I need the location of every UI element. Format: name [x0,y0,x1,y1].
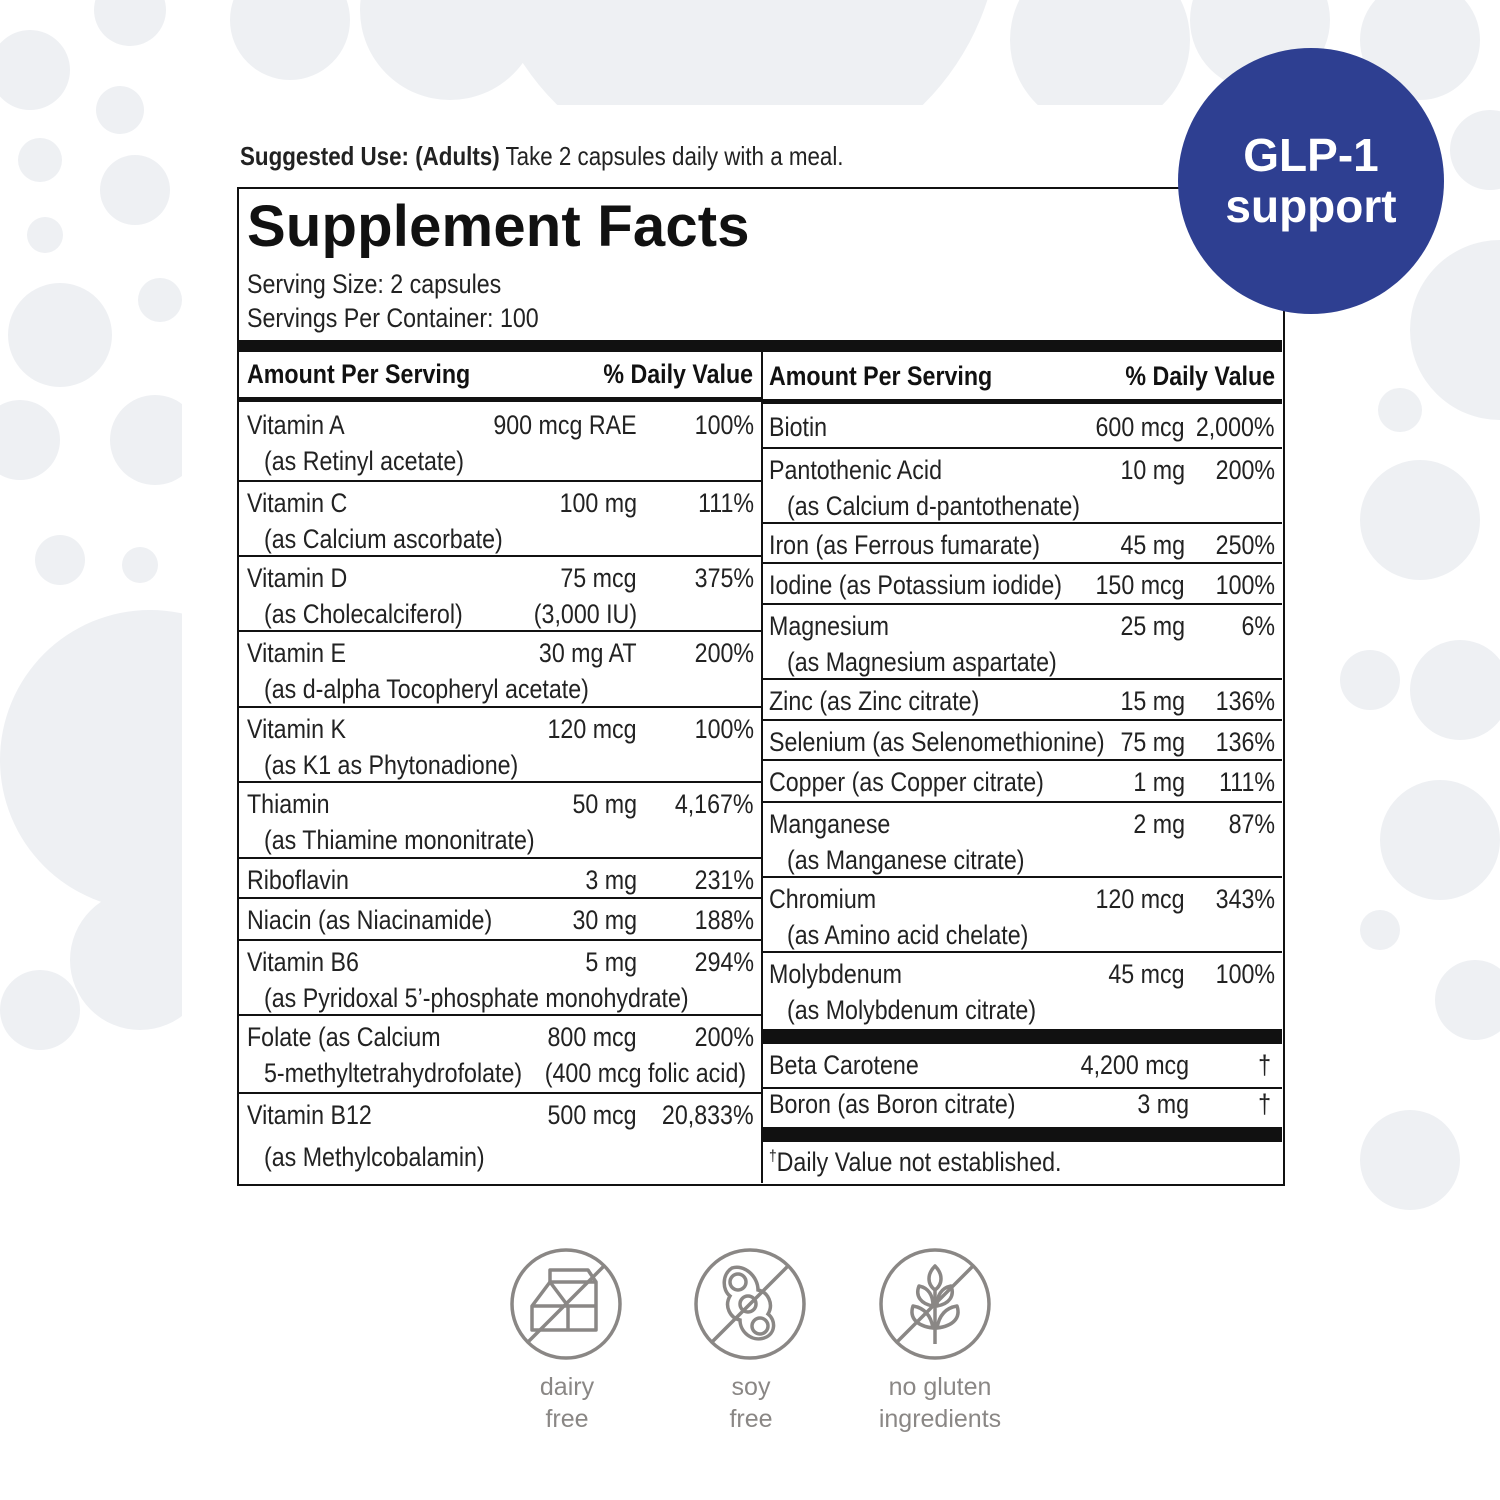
row-divider [763,562,1282,564]
glp1-badge [1178,48,1444,314]
nutrient-daily-value: 294% [694,947,754,977]
nutrient-daily-value: 100% [694,410,754,440]
nutrient-daily-value: 87% [1228,809,1275,839]
nutrient-amount: 500 mcg [547,1100,637,1130]
row-divider [239,897,761,899]
nutrient-source: (as Magnesium aspartate) [787,647,1057,677]
nutrient-source: (as d-alpha Tocopheryl acetate) [264,674,589,704]
nutrient-amount: 2 mg [1133,809,1185,839]
left-header-rule [239,397,761,402]
nutrient-source: (as Calcium ascorbate) [264,524,503,554]
nutrient-name: Vitamin D [247,563,348,593]
dairy-free-label [510,1371,624,1435]
nutrient-daily-value: † [1258,1089,1271,1119]
row-divider [239,781,761,783]
nutrient-amount: 150 mcg [1095,570,1185,600]
row-divider [239,555,761,557]
nutrient-name: Folate (as Calcium [247,1022,441,1052]
row-divider [239,1014,761,1016]
nutrient-daily-value: 250% [1215,530,1275,560]
gluten-free-icon [879,1248,991,1360]
row-divider [239,630,761,632]
nutrient-daily-value: 375% [694,563,754,593]
nutrient-amount: 1 mg [1133,767,1185,797]
nutrient-source: (as Methylcobalamin) [264,1142,485,1172]
row-divider [763,876,1282,878]
nutrient-name: Manganese [769,809,891,839]
nutrient-amount: 25 mg [1120,611,1185,641]
nutrient-name: Copper (as Copper citrate) [769,767,1044,797]
nutrient-source: (as Thiamine mononitrate) [264,825,535,855]
right-col-dv-header: % Daily Value [1125,361,1275,391]
nutrient-name: Boron (as Boron citrate) [769,1089,1016,1119]
nutrient-name: Vitamin B6 [247,947,359,977]
nutrient-source: 5-methyltetrahydrofolate) [264,1058,523,1088]
row-divider [239,480,761,482]
gluten-free-label [860,1371,1020,1435]
dairy-free-icon [510,1248,622,1360]
nutrient-daily-value: 231% [694,865,754,895]
nutrient-source: (as Amino acid chelate) [787,920,1029,950]
suggested-use [240,141,844,172]
nutrient-amount: 30 mg [572,905,637,935]
column-divider [761,351,763,1183]
suggested-use-text: Take 2 capsules daily with a meal. [499,141,844,171]
nutrient-amount: 75 mcg [560,563,637,593]
serving-size: Serving Size: 2 capsules [247,269,502,299]
nutrient-name: Niacin (as Niacinamide) [247,905,493,935]
nutrient-daily-value: 200% [694,638,754,668]
nutrient-amount: 120 mcg [547,714,637,744]
supplement-facts-panel [237,187,1285,1186]
glp1-badge-line2: support [1225,180,1397,232]
nutrient-name: Selenium (as Selenomethionine) [769,727,1105,757]
nutrient-daily-value: 4,167% [675,789,754,819]
nutrient-name: Riboflavin [247,865,349,895]
nutrient-source: (as Cholecalciferol) [264,599,463,629]
row-divider [763,951,1282,953]
soy-free-label [694,1371,808,1435]
nutrient-name: Vitamin A [247,410,345,440]
row-divider [239,706,761,708]
nutrient-daily-value: 136% [1215,727,1275,757]
nutrient-daily-value: † [1258,1050,1271,1080]
nutrient-name: Beta Carotene [769,1050,919,1080]
nutrient-daily-value: 100% [1215,570,1275,600]
nutrient-name: Vitamin K [247,714,346,744]
row-divider [763,801,1282,803]
row-divider [239,1092,761,1094]
nutrient-amount: 3 mg [585,865,637,895]
dairy-free-label-line2: free [545,1405,589,1433]
right-header-rule [763,399,1282,404]
nutrient-amount: 75 mg [1120,727,1185,757]
nutrient-daily-value: 100% [1215,959,1275,989]
row-divider [763,1087,1282,1089]
nutrient-name: Thiamin [247,789,330,819]
nutrient-daily-value: 188% [694,905,754,935]
soy-free-label-line2: free [729,1405,773,1433]
nutrient-daily-value: 2,000% [1196,412,1275,442]
nutrient-amount-note: (3,000 IU) [533,599,637,629]
nutrient-daily-value: 200% [1215,455,1275,485]
nutrient-source: (as Pyridoxal 5’-phosphate monohydrate) [264,983,689,1013]
nutrient-source: (as Molybdenum citrate) [787,995,1037,1025]
nutrient-amount: 4,200 mcg [1080,1050,1189,1080]
facts-title: Supplement Facts [247,194,750,259]
nutrient-name: Magnesium [769,611,890,641]
soy-free-icon [694,1248,806,1360]
nutrient-amount: 120 mcg [1095,884,1185,914]
left-col-dv-header: % Daily Value [603,359,753,389]
footnote-mark: † [769,1148,777,1165]
row-divider [763,719,1282,721]
nutrient-amount: 5 mg [585,947,637,977]
nutrient-name: Vitamin B12 [247,1100,372,1130]
nutrient-daily-value: 136% [1215,686,1275,716]
nutrient-name: Vitamin E [247,638,346,668]
nutrient-source: (as Retinyl acetate) [264,446,465,476]
nutrient-source: (as Manganese citrate) [787,845,1025,875]
nutrient-name: Zinc (as Zinc citrate) [769,686,980,716]
gluten-free-label-line1: no gluten [888,1373,992,1401]
other-divider [763,1029,1282,1044]
servings-per-container: Servings Per Container: 100 [247,303,539,333]
nutrient-source: (as Calcium d-pantothenate) [787,491,1080,521]
nutrient-amount: 45 mg [1120,530,1185,560]
nutrient-name: Vitamin C [247,488,348,518]
footnote [769,1147,1061,1178]
row-divider [763,603,1282,605]
nutrient-amount: 100 mg [559,488,637,518]
right-col-amount-header: Amount Per Serving [769,361,993,391]
row-divider [763,678,1282,680]
nutrient-daily-value: 100% [694,714,754,744]
row-divider [239,857,761,859]
gluten-free-label-line2: ingredients [878,1405,1002,1433]
soy-free-label-line1: soy [731,1373,771,1401]
nutrient-name: Chromium [769,884,877,914]
nutrient-name: Pantothenic Acid [769,455,942,485]
nutrient-daily-value: 111% [698,488,754,518]
nutrient-daily-value: 343% [1215,884,1275,914]
footnote-divider [763,1127,1282,1142]
nutrient-name: Iron (as Ferrous fumarate) [769,530,1040,560]
nutrient-amount-note: (400 mcg folic acid) [544,1058,746,1088]
row-divider [239,939,761,941]
nutrient-amount: 30 mg AT [539,638,637,668]
nutrient-name: Biotin [769,412,828,442]
glp1-badge-line1: GLP-1 [1243,129,1379,181]
footnote-text: Daily Value not established. [776,1147,1062,1177]
nutrient-amount: 900 mcg RAE [493,410,637,440]
nutrient-source: (as K1 as Phytonadione) [264,750,519,780]
left-col-amount-header: Amount Per Serving [247,359,471,389]
nutrient-amount: 10 mg [1120,455,1185,485]
row-divider [763,447,1282,449]
nutrient-daily-value: 200% [694,1022,754,1052]
nutrient-name: Molybdenum [769,959,902,989]
nutrient-name: Iodine (as Potassium iodide) [769,570,1062,600]
nutrient-daily-value: 20,833% [662,1100,754,1130]
nutrient-amount: 600 mcg [1095,412,1185,442]
nutrient-amount: 15 mg [1120,686,1185,716]
row-divider [763,759,1282,761]
row-divider [763,522,1282,524]
nutrient-amount: 800 mcg [547,1022,637,1052]
nutrient-amount: 50 mg [572,789,637,819]
nutrient-daily-value: 6% [1241,611,1275,641]
suggested-use-label: Suggested Use: (Adults) [240,141,500,171]
nutrient-daily-value: 111% [1219,767,1275,797]
nutrient-amount: 45 mcg [1108,959,1185,989]
dairy-free-label-line1: dairy [539,1373,595,1401]
nutrient-amount: 3 mg [1137,1089,1189,1119]
